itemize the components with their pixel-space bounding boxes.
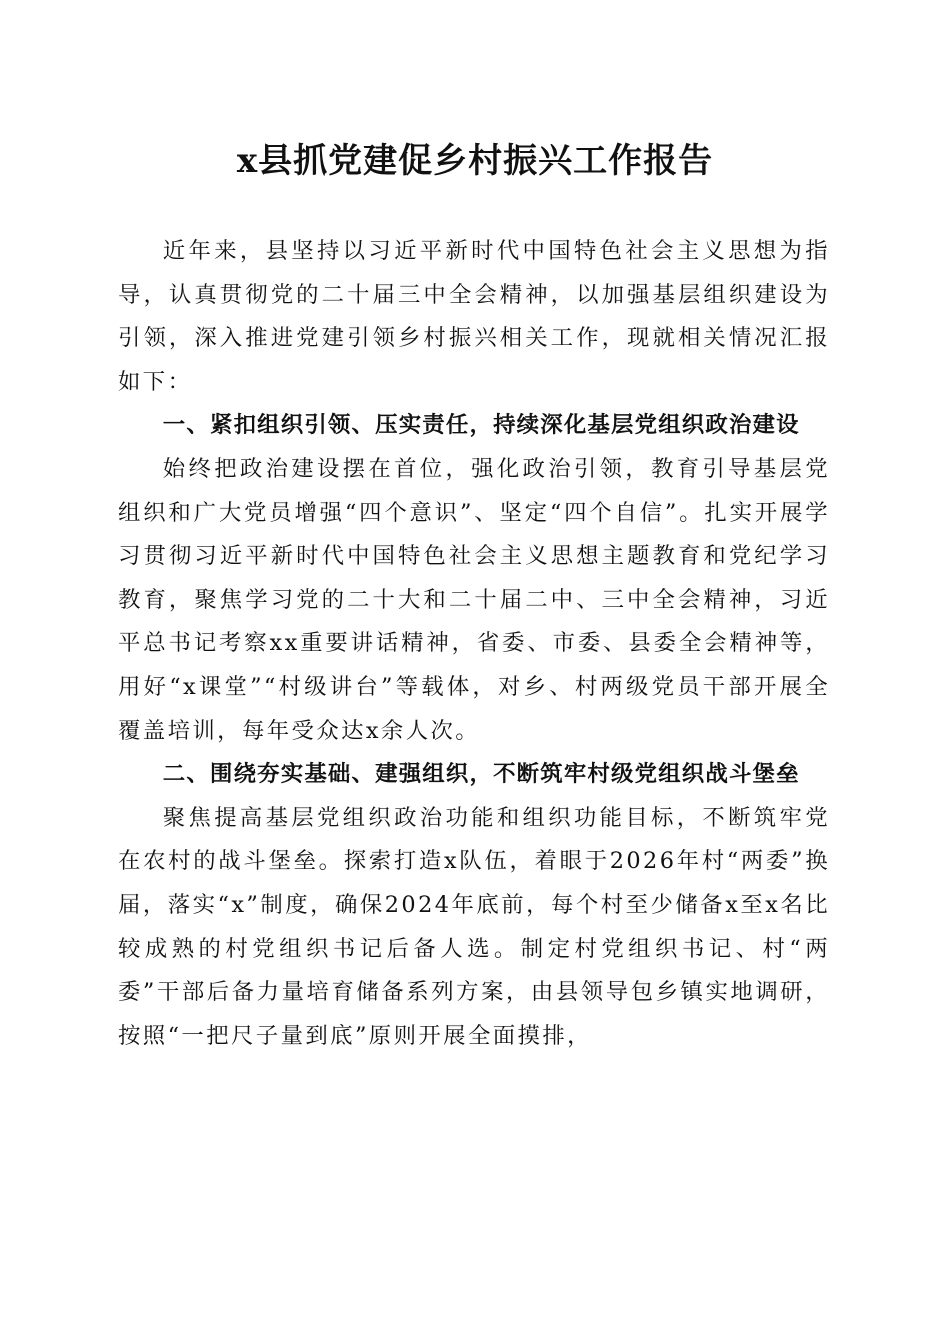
section-2-heading: 二、围绕夯实基础、建强组织，不断筑牢村级党组织战斗堡垒 [162, 761, 800, 788]
section-2-paragraph: 聚焦提高基层党组织政治功能和组织功能目标，不断筑牢党在农村的战斗堡垒。探索打造x队伍，着眼于2026年村“两委”换届，落实“x”制度，确保2024年底前，每个村至少储备x至x名比较成熟的村党组织书记后备人选。制定村党组织书记、村“两委”干部后备力量培育储备系列方案，由县领导包乡镇实地调研，按照“一把尺子量到底”原则开展全面摸排， [118, 804, 830, 1049]
section-1-heading: 一、紧扣组织引领、压实责任，持续深化基层党组织政治建设 [162, 412, 800, 439]
document-title: x县抓党建促乡村振兴工作报告 [236, 141, 714, 181]
intro-paragraph: 近年来，县坚持以习近平新时代中国特色社会主义思想为指导，认真贯彻党的二十届三中全会精神，以加强基层组织建设为引领，深入推进党建引领乡村振兴相关工作，现就相关情况汇报如下： [118, 238, 830, 395]
section-1-paragraph: 始终把政治建设摆在首位，强化政治引领，教育引导基层党组织和广大党员增强“四个意识”、坚定“四个自信”。扎实开展学习贯彻习近平新时代中国特色社会主义思想主题教育和党纪学习教育，聚焦学习党的二十大和二十届二中、三中全会精神，习近平总书记考察xx重要讲话精神，省委、市委、县委全会精神等，用好“x课堂”“村级讲台”等载体，对乡、村两级党员干部开展全覆盖培训，每年受众达x余人次。 [118, 455, 830, 744]
document-body [118, 230, 830, 1058]
